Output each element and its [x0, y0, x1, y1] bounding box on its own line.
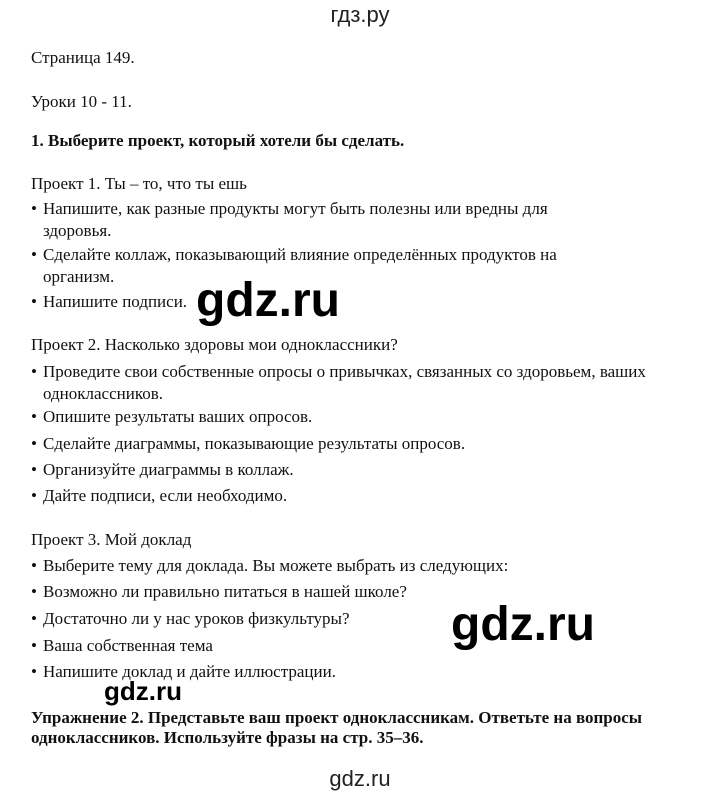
task-1-heading: 1. Выберите проект, который хотели бы сделать.	[31, 131, 405, 150]
bullet-icon: •	[31, 362, 37, 381]
list-item-text: Выберите тему для доклада. Вы можете выбрать из следующих:	[43, 556, 509, 575]
bullet-icon: •	[31, 556, 37, 575]
bullet-icon: •	[31, 582, 37, 601]
bullet-icon: •	[31, 434, 37, 453]
bullet-icon: •	[31, 662, 37, 681]
list-item-text: Напишите доклад и дайте иллюстрации.	[43, 662, 336, 681]
bullet-icon: •	[31, 199, 37, 218]
bullet-icon: •	[31, 292, 37, 311]
watermark-gdz: gdz.ru	[451, 598, 595, 651]
list-item-text: Напишите, как разные продукты могут быть полезны или вредны для здоровья.	[43, 199, 548, 240]
list-item-text: Сделайте коллаж, показывающий влияние определённых продуктов на организм.	[43, 245, 557, 286]
bullet-icon: •	[31, 407, 37, 426]
watermark-gdz: gdz.ru	[104, 676, 182, 706]
list-item-text: Дайте подписи, если необходимо.	[43, 486, 288, 505]
site-footer: gdz.ru	[329, 766, 391, 791]
list-item-text: Напишите подписи.	[43, 292, 188, 311]
list-item-text: Организуйте диаграммы в коллаж.	[43, 460, 294, 479]
project-2-title: Проект 2. Насколько здоровы мои одноклассники?	[31, 335, 398, 354]
watermark-gdz: gdz.ru	[196, 274, 340, 327]
list-item-text: Сделайте диаграммы, показывающие результаты опросов.	[43, 434, 466, 453]
list-item-text: Возможно ли правильно питаться в нашей школе?	[43, 582, 407, 601]
list-item-text: Ваша собственная тема	[43, 636, 213, 655]
list-item-text: Опишите результаты ваших опросов.	[43, 407, 313, 426]
list-item-text: Достаточно ли у нас уроков физкультуры?	[43, 609, 350, 628]
list-item-text: Проведите свои собственные опросы о привычках, связанных со здоровьем, ваших одноклассников.	[43, 362, 646, 403]
bullet-icon: •	[31, 486, 37, 505]
exercise-2-text: Упражнение 2. Представьте ваш проект одноклассникам. Ответьте на вопросы одноклассников. Используйте фразы на стр. 35–36.	[31, 708, 643, 747]
project-1-title: Проект 1. Ты – то, что ты ешь	[31, 174, 247, 193]
bullet-icon: •	[31, 636, 37, 655]
bullet-icon: •	[31, 460, 37, 479]
project-3-title: Проект 3. Мой доклад	[31, 530, 192, 549]
lessons-label: Уроки 10 - 11.	[31, 92, 132, 111]
bullet-icon: •	[31, 609, 37, 628]
site-header: гдз.ру	[330, 2, 390, 27]
bullet-icon: •	[31, 245, 37, 264]
page-label: Страница 149.	[31, 48, 135, 67]
